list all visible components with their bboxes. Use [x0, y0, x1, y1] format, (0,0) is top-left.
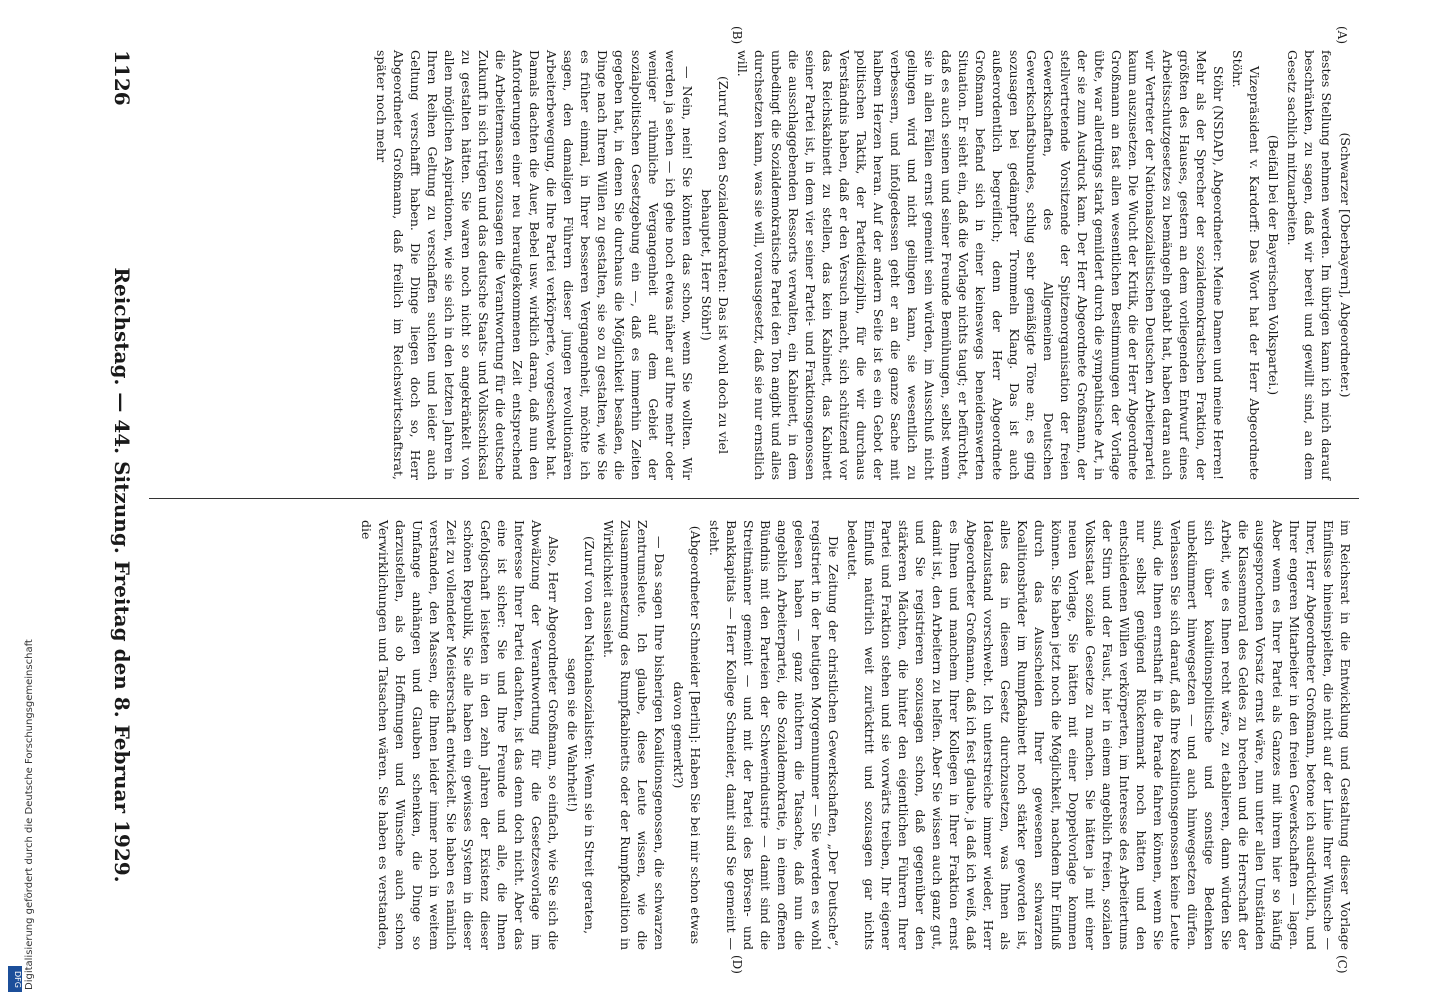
left-column	[154, 50, 1354, 480]
paragraph: (Schwarzer [Oberbayern], Abgeordneter.)	[1338, 132, 1353, 398]
paragraph: (Zuruf von den Sozialdemokraten: Das ist wohl doch zu viel behauptet, Herr Stöhr!)	[699, 76, 731, 454]
paragraph: Also, Herr Abgeordneter Großmann, so einfach, wie Sie sich die Abwälzung der Verantwortung für die Gesetzesvorlage im Interesse Ihrer Partei dachten, ist das denn doch nicht. Aber das eine ist sicher: Sie und Ihre Freunde und alle, die Ihnen Gefolgschaft leisteten in den zehn Jahren der Existenz dieser schönen Republik, Sie alle haben ein gewisses System in dieser Zeit zu vollendeter Meisterschaft entwickelt. Sie haben es nämlich verstanden, den Massen, die Ihnen leider immer noch in weitem Umfange anhängen und Glauben schenken, die Dinge so darzustellen, als ob Hoffnungen und Wünsche auch schon Verwirklichungen und Tatsachen wären. Sie haben es verstanden, die	[359, 520, 561, 950]
column-divider	[149, 498, 1359, 499]
margin-marker-c: (C)	[1335, 955, 1349, 974]
page-number: 1126	[110, 50, 134, 106]
paragraph: (Abgeordneter Schneider [Berlin]: Haben Sie bei mir schon etwas davon gemerkt?)	[671, 525, 703, 945]
page-header	[94, 50, 134, 950]
footer-credit-text: Digitalisierung gefördert durch die Deutsche Forschungsgemeinschaft	[24, 639, 35, 990]
paragraph: Vizepräsident v. Kardorff: Das Wort hat der Herr Abgeordnete Stöhr.	[1230, 50, 1262, 480]
paragraph: — Nein, nein! Sie könnten das schon, wenn Sie wollten. Wir werden ja sehen — ich gehe noch etwas näher auf Ihre mehr oder weniger rühmliche Vergangenheit auf dem Gebiet der sozialpolitischen Gesetzgebung ein —, daß es immerhin Zeiten gegeben hat, in denen Sie durchaus die Möglichkeit besaßen, die Dinge nach Ihrem Willen zu gestalten, sie so zu gestalten, wie Sie es früher einmal, in Ihrer besseren Vergangenheit, möchte ich sagen, den damaligen Führern dieser jungen revolutionären Arbeiterbewegung, die Ihre Partei verkörperte, vorgeschwebt hat. Damals dachten die Auer, Bebel usw. wirklich daran, daß nun den Anforderungen einer neu heraufgekommenen Zeit entsprechend die Arbeitermassen sozusagen die Verantwortung für die deutsche Zukunft in sich trügen und das deutsche Staats- und Volksschicksal zu gestalten hätten. Sie waren noch nicht so angekränkelt von allen möglichen Aspirationen, wie sie sich in den letzten Jahren in Ihren Reihen Geltung zu verschaffen suchten und leider auch Geltung verschafft haben. Die Dinge liegen doch so, Herr Abgeordneter Großmann, daß freilich im Reichswirtschaftsrat, später noch mehr	[374, 50, 695, 480]
paragraph: festes Stellung nehmen werden. Im übrigen kann ich mich darauf beschränken, zu sagen, daß wir bereit und gewillt sind, an dem Gesetz sachlich mitzuarbeiten.	[1285, 50, 1334, 480]
paragraph: im Reichsrat in die Entwicklung und Gestaltung dieser Vorlage Einflüsse hineinspielten, die nicht auf der Linie Ihrer Wünsche — Ihrer, Herr Abgeordneter Großmann, betone ich ausdrücklich, und Ihrer engeren Mitarbeiter in den freien Gewerkschaften — lagen. Aber wenn es Ihrer Partei als Ganzes mit ihrem hier so häufig ausgesprochenen Vorsatz ernst wäre, nun unter allen Umständen die Klassenmoral des Geldes zu brechen und die Herrschaft der Arbeit, wie es Ihnen recht wäre, zu etablieren, dann würden Sie sich über koalitionspolitische und sonstige Bedenken unbekümmert hinwegsetzen — und auch hinwegsetzen dürfen. Verlassen Sie sich darauf, daß Ihre Koalitionsgenossen keine Leute sind, die Ihnen ernsthaft in die Parade fahren können, wenn Sie nur selbst genügend Rückenmark noch hätten und den entschiedenen Willen verkörperten, im Interesse des Arbeitertums der Stirn und der Faust, hier in einem angeblich freien, sozialen Volksstaat soziale Gesetze zu machen. Sie hätten ja mit einer neuen Vorlage, Sie hätten mit einer Doppelvorlage kommen können. Sie haben jetzt noch die Möglichkeit, nachdem Ihr Einfluß durch das Ausscheiden Ihrer gewesenen schwarzen Koalitionsbrüder im Rumpfkabinett noch stärker geworden ist, alles das in diesem Gesetz durchzusetzen, was Ihnen als Idealzustand vorschwebt. Ich unterstreiche immer wieder, Herr Abgeordneter Großmann, daß ich fest glaube, ja daß ich weiß, daß es Ihnen und manchem Ihrer Kollegen in Ihrer Fraktion ernst damit ist, den Arbeitern zu helfen. Aber Sie wissen auch ganz gut, und Sie registrieren sozusagen schon, daß gegenüber den stärkeren Mächten, die hinter den eigentlichen Führern Ihrer Partei und Fraktion stehen und sie vorwärts treiben, Ihr eigener Einfluß natürlich weit zurücktritt und sozusagen gar nichts bedeutet.	[845, 520, 1353, 950]
dfg-logo: DFG	[8, 966, 22, 992]
margin-marker-d: (D)	[730, 955, 744, 974]
paragraph: (Beifall bei der Bayerischen Volkspartei.)	[1266, 134, 1281, 396]
margin-marker-b: (B)	[730, 26, 744, 45]
page-title: Reichstag. — 44. Sitzung. Freitag den 8. Februar 1929.	[110, 267, 134, 883]
paragraph: Stöhr (NSDAP), Abgeordneter: Meine Damen und meine Herren! Mehr als der Sprecher der sozialdemokratischen Fraktion, der größten des Hauses, gestern an dem vorliegenden Entwurf eines Arbeitsschutzgesetzes zu bemängeln gehabt hat, haben daran auch wir Vertreter der Nationalsozialistischen Deutschen Arbeiterpartei kaum auszusetzen. Die Wucht der Kritik, die der Herr Abgeordnete Großmann an fast allen wesentlichen Bestimmungen der Vorlage übte, war allerdings stark gemildert durch die sympathische Art, in der sie zum Ausdruck kam. Der Herr Abgeordnete Großmann, der stellvertretende Vorsitzende der Spitzenorganisation der freien Gewerkschaften, des Allgemeinen Deutschen Gewerkschaftsbundes, schlug sehr gemäßigte Töne an; es ging sozusagen bei gedämpfter Trommeln Klang. Das ist auch außerordentlich begreiflich; denn der Herr Abgeordnete Großmann befand sich in einer keineswegs beneidenswerten Situation. Er sieht ein, daß die Vorlage nichts taugt; er befürchtet, daß es auch seinen und seiner Freunde Bemühungen, selbst wenn sie in allen Fällen ernst gemeint sein würden, im Ausschuß nicht gelingen wird und nicht gelingen kann, sie wesentlich zu verbessern, und infolgedessen geht er an die ganze Sache mit halbem Herzen heran. Auf der andern Seite ist es ein Gebot der politischen Taktik, der Parteidisziplin, für die wir durchaus Verständnis haben, daß er den Versuch macht, sich schützend vor das Reichskabinett zu stellen, das kein Kabinett, das Kabinett seiner Partei ist, in dem vier seiner Partei- und Fraktionsgenossen die ausschlaggebenden Ressorts verwalten, ein Kabinett, in dem unbedingt die Sozialdemokratische Partei den Ton angibt und alles durchsetzen kann, was sie will, vorausgesetzt, daß sie nur ernstlich will.	[735, 50, 1226, 480]
paragraph: — Das sagen Ihre bisherigen Koalitionsgenossen, die schwarzen Zentrumsleute. Ich glaube, diese Leute wissen, wie die Zusammensetzung des Rumpfkabinetts oder der Rumpfkoalition in Wirklichkeit aussieht.	[601, 520, 667, 950]
paragraph: (Zuruf von den Nationalsozialisten: Wenn sie in Streit geraten, sagen sie die Wahrheit!)	[565, 535, 597, 935]
right-column	[154, 520, 1354, 950]
margin-marker-a: (A)	[1335, 26, 1349, 45]
paragraph: Die Zeitung der christlichen Gewerkschaften, „Der Deutsche“, registriert in der heutigen Morgennummer — Sie werden es wohl gelesen haben — ganz nüchtern die Tatsache, daß nun die angeblich Arbeiterpartei, die Sozialdemokratie, in einem offenen Bündnis mit den Parteien der Schwerindustrie — damit sind die Streitmänner gemeint — und mit der Partei des Börsen- und Bankkapitals — Herr Kollege Schneider, damit sind Sie gemeint — steht.	[707, 520, 841, 950]
